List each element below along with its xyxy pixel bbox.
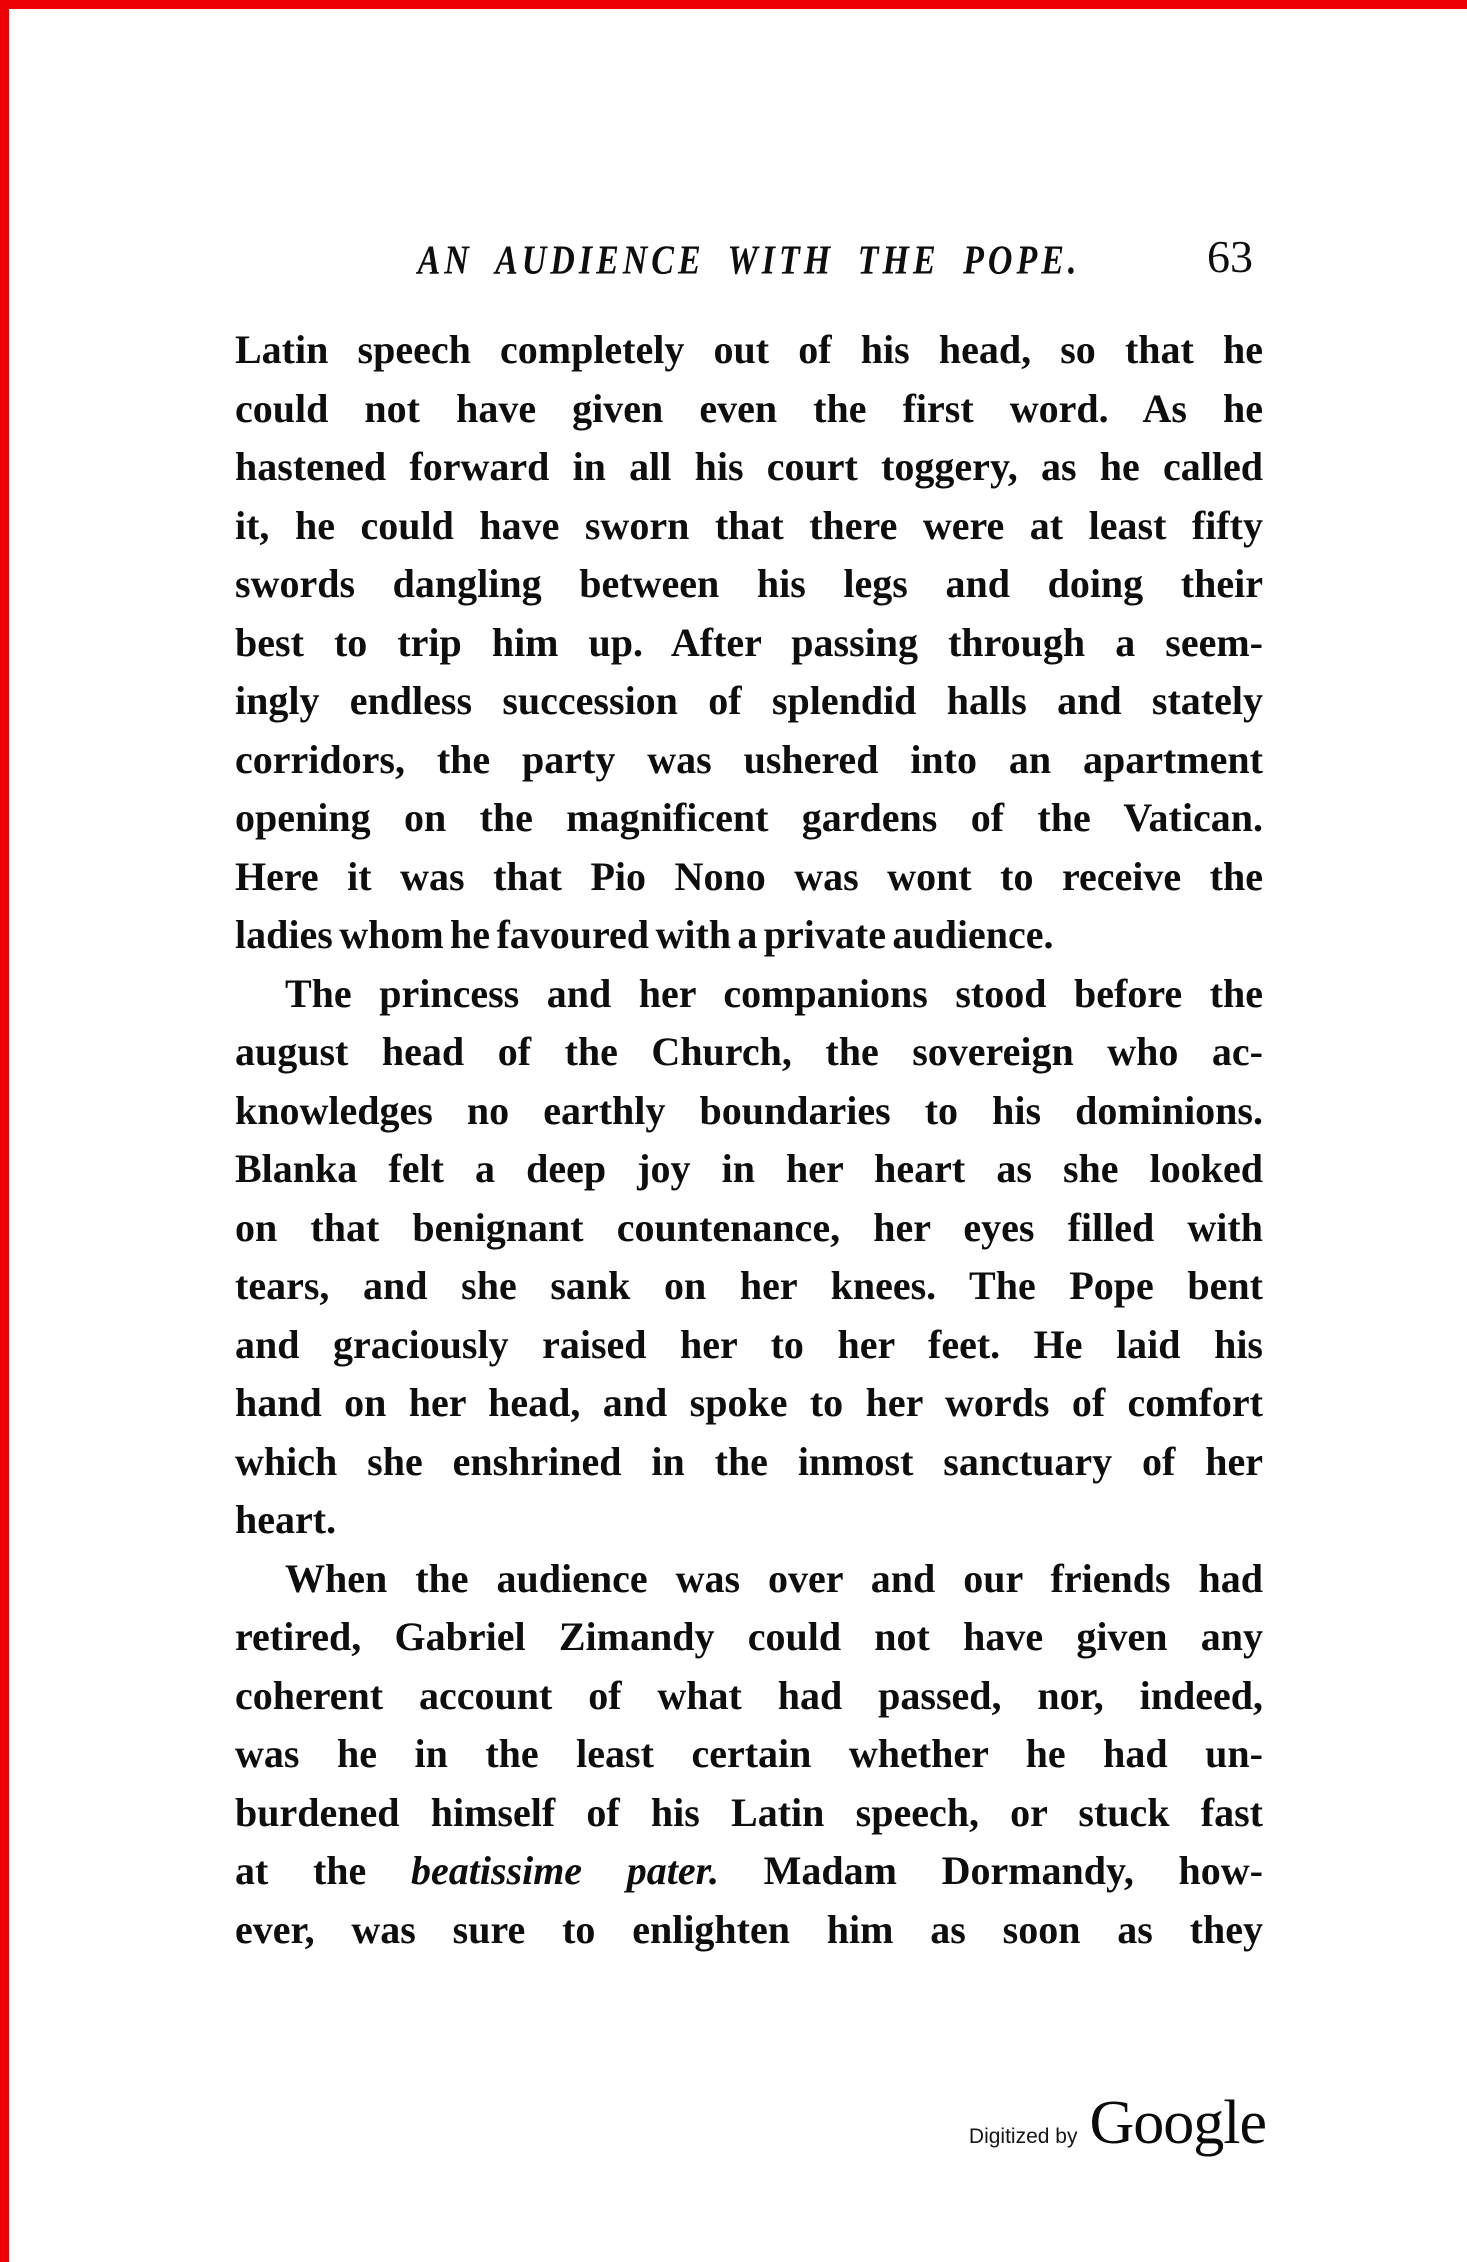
text-line: [235, 1842, 1263, 1901]
scan-edge-artifact-top: [0, 0, 1467, 9]
text-line: [235, 614, 1263, 673]
text-line: [235, 1725, 1263, 1784]
text-line: [235, 1199, 1263, 1258]
text-segment: Madam Dormandy, how-: [718, 1848, 1263, 1893]
text-segment: opening on the magnificent gardens of the Vatican.: [235, 795, 1263, 840]
text-line: [235, 380, 1263, 439]
text-segment: corridors, the party was ushered into an apartment: [235, 736, 1263, 782]
text-segment: heart.: [235, 1497, 337, 1542]
chapter-title: AN AUDIENCE WITH THE POPE.: [417, 238, 1081, 284]
text-segment: on that benignant countenance, her eyes filled with: [235, 1204, 1263, 1250]
text-segment: coherent account of what had passed, nor, indeed,: [235, 1672, 1263, 1718]
text-segment: hand on her head, and spoke to her words of comfort: [235, 1380, 1263, 1425]
text-segment: was he in the least certain whether he had un-: [235, 1731, 1263, 1776]
text-segment: could not have given even the first word. As he: [235, 385, 1263, 431]
text-segment: it, he could have sworn that there were at least fifty: [235, 502, 1263, 548]
text-segment: Blanka felt a deep joy in her heart as she looked: [235, 1146, 1263, 1191]
text-line: [235, 1784, 1263, 1843]
text-line: [235, 1140, 1263, 1199]
body-text-block: [235, 321, 1263, 1959]
text-segment: at the: [235, 1848, 411, 1893]
text-line: [235, 1257, 1263, 1316]
text-line: [235, 1901, 1263, 1960]
text-line: [235, 1316, 1263, 1375]
text-line: [235, 731, 1263, 790]
running-header: [235, 231, 1263, 284]
text-segment: Latin speech completely out of his head, so that he: [235, 327, 1263, 372]
text-line: [235, 497, 1263, 556]
text-segment: swords dangling between his legs and doing their: [235, 561, 1263, 606]
text-segment: The princess and her companions stood before the: [285, 970, 1263, 1016]
digitized-by-credit: [966, 2088, 1266, 2159]
text-line: [235, 672, 1263, 731]
text-segment: tears, and she sank on her knees. The Pope bent: [235, 1263, 1263, 1308]
scan-edge-artifact-left: [0, 0, 9, 2262]
text-line: [235, 906, 1263, 965]
text-segment: ingly endless succession of splendid halls and stately: [235, 678, 1263, 723]
text-line: [235, 1433, 1263, 1492]
text-line: [235, 1374, 1263, 1433]
italic-phrase: beatissime pater.: [410, 1848, 719, 1893]
text-line: [235, 321, 1263, 380]
text-segment: ladies whom he favoured with a private audience.: [235, 912, 1054, 957]
text-segment: hastened forward in all his court toggery, as he called: [235, 444, 1263, 489]
text-segment: ever, was sure to enlighten him as soon as they: [235, 1906, 1263, 1952]
text-segment: knowledges no earthly boundaries to his dominions.: [235, 1087, 1263, 1133]
text-line: [235, 965, 1263, 1024]
text-segment: burdened himself of his Latin speech, or stuck fast: [235, 1789, 1263, 1835]
text-segment: When the audience was over and our friends had: [285, 1555, 1263, 1601]
text-segment: which she enshrined in the inmost sanctuary of her: [235, 1438, 1263, 1484]
text-line: [235, 1667, 1263, 1726]
text-line: [235, 438, 1263, 497]
text-segment: best to trip him up. After passing through a seem-: [235, 619, 1263, 665]
page-number: 63: [1207, 231, 1253, 282]
digitized-by-label: Digitized by: [968, 2125, 1078, 2148]
text-line: [235, 1550, 1263, 1609]
text-line: [235, 555, 1263, 614]
text-line: [235, 789, 1263, 848]
text-segment: retired, Gabriel Zimandy could not have given any: [235, 1614, 1263, 1659]
google-logo: Google: [1089, 2089, 1266, 2157]
text-line: [235, 1082, 1263, 1141]
text-line: [235, 1023, 1263, 1082]
text-line: [235, 1491, 1263, 1550]
text-segment: Here it was that Pio Nono was wont to receive the: [235, 853, 1263, 899]
text-line: [235, 848, 1263, 907]
text-segment: august head of the Church, the sovereign who ac-: [235, 1029, 1263, 1074]
text-segment: and graciously raised her to her feet. He laid his: [235, 1321, 1263, 1367]
text-line: [235, 1608, 1263, 1667]
